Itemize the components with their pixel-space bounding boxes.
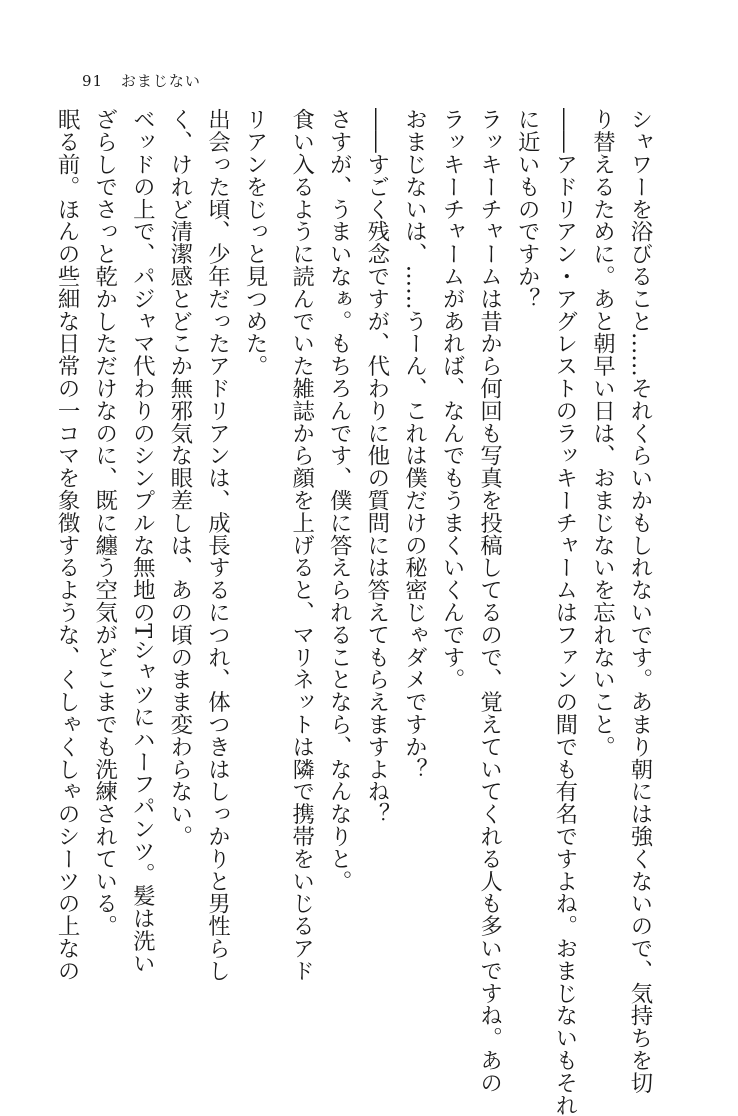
- running-header: [82, 70, 201, 91]
- text-line: リアンをじっと見つめた。: [242, 108, 269, 377]
- text-line: 眠る前。ほんの些細な日常の一コマを象徴するような、くしゃくしゃのシーツの上なの: [54, 108, 81, 982]
- page-number: 91: [82, 72, 104, 90]
- text-line: り替えるために。あと朝早い日は、おまじないを忘れないこと。: [589, 108, 616, 758]
- text-line: 出会った頃、少年だったアドリアンは、成長するにつれ、体つきはしっかりと男性らし: [204, 108, 231, 982]
- text-line: ――すごく残念ですが、代わりに他の質問には答えてもらえますよね？: [363, 108, 390, 825]
- vertical-body-text: [48, 108, 659, 1116]
- text-line: ――アドリアン・アグレストのラッキーチャームはファンの間でも有名ですよね。おまじないもそれ: [551, 108, 578, 1116]
- text-line: に近いものですか？: [514, 108, 541, 310]
- text-line: ざらしでさっと乾かしただけなのに、既に纏う空気がどこまでも洗練されている。: [91, 108, 118, 937]
- chapter-title: おまじない: [120, 72, 201, 90]
- text-line: ラッキーチャームがあれば、なんでもうまくいくんです。: [439, 108, 466, 691]
- text-line: く、けれど清潔感とどこか無邪気な眼差しは、あの頃のまま変わらない。: [166, 108, 193, 848]
- text-line: ラッキーチャームは昔から何回も写真を投稿してるので、覚えていてくれる人も多いですね。あの: [476, 108, 503, 1094]
- text-line: ベッドの上で、パジャマ代わりのシンプルな無地のTシャツにハーフパンツ。髪は洗い: [129, 108, 156, 975]
- text-line: シャワーを浴びること……それくらいかもしれないです。あまり朝には強くないので、気持ちを切: [627, 108, 653, 1094]
- text-line: さすが、うまいなぁ。もちろんです、僕に答えられることなら、なんなりと。: [326, 108, 353, 892]
- text-line: おまじないは、……うーん、これは僕だけの秘密じゃダメですか？: [401, 108, 428, 780]
- text-line: 食い入るように読んでいた雑誌から顔を上げると、マリネットは隣で携帯をいじるアド: [288, 108, 315, 982]
